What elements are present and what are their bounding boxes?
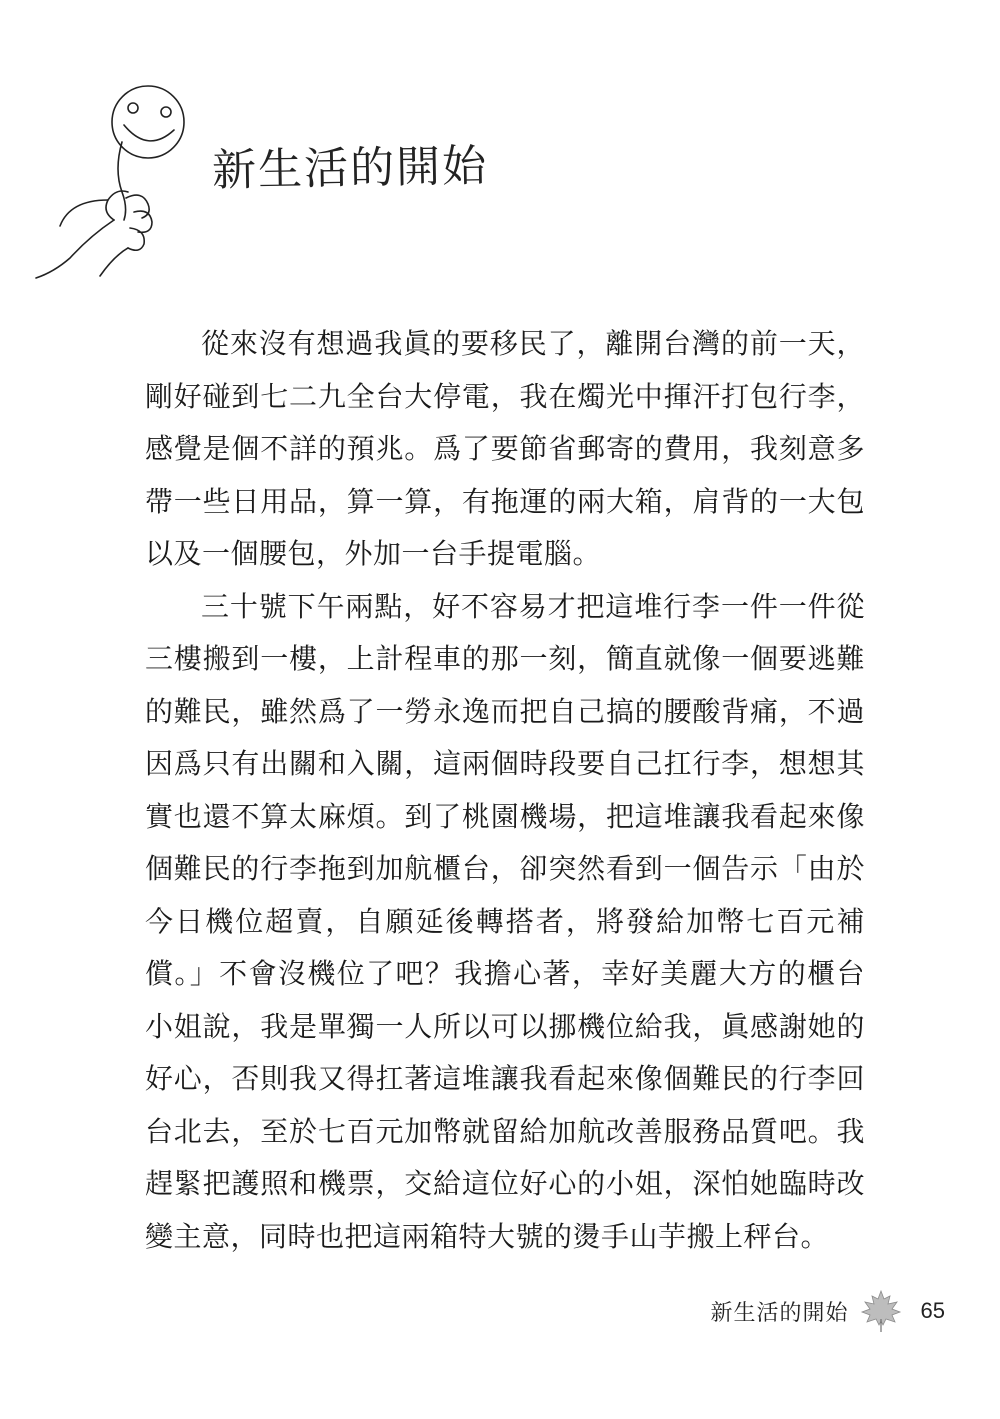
smiley-balloon-hand-icon	[30, 80, 200, 280]
paragraph-2: 三十號下午兩點，好不容易才把這堆行李一件一件從三樓搬到一樓，上計程車的那一刻，簡直就像一個要逃難的難民，雖然爲了一勞永逸而把自己搞的腰酸背痛，不過因爲只有出關和入關，這兩個時段要自己扛行李，想想其實也還不算太麻煩。到了桃園機場，把這堆讓我看起來像個難民的行李拖到加航櫃台，卻突然看到一個告示「由於今日機位超賣，自願延後轉搭者，將發給加幣七百元補償。」不會沒機位了吧？我擔心著，幸好美麗大方的櫃台小姐說，我是單獨一人所以可以挪機位給我，眞感謝她的好心，否則我又得扛著這堆讓我看起來像個難民的行李回台北去，至於七百元加幣就留給加航改善服務品質吧。我趕緊把護照和機票，交給這位好心的小姐，深怕她臨時改變主意，同時也把這兩箱特大號的燙手山芋搬上秤台。	[145, 589, 865, 1253]
body-text	[145, 318, 865, 1263]
chapter-title: 新生活的開始	[211, 140, 489, 197]
page-number: 65	[920, 1298, 945, 1323]
maple-leaf-icon	[859, 1289, 903, 1333]
paragraph-1: 從來沒有想過我眞的要移民了，離開台灣的前一天，剛好碰到七二九全台大停電，我在燭光中揮汗打包行李，感覺是個不詳的預兆。爲了要節省郵寄的費用，我刻意多帶一些日用品，算一算，有拖運的兩大箱，肩背的一大包以及一個腰包，外加一台手提電腦。	[145, 327, 865, 570]
running-title: 新生活的開始	[710, 1300, 849, 1326]
page-footer	[711, 1288, 946, 1334]
